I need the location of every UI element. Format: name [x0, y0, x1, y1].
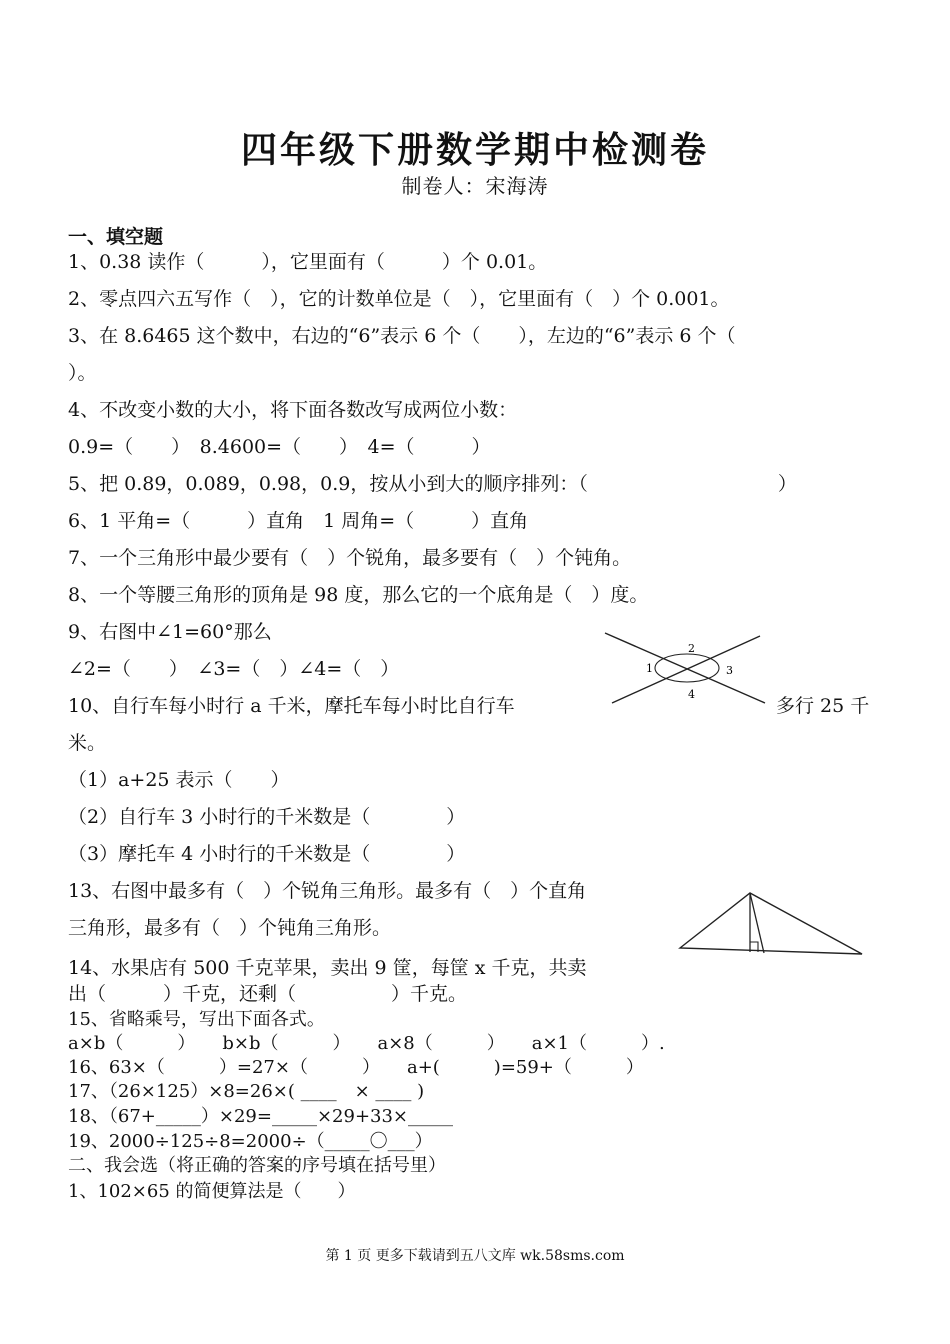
question-line: ∠2=（ ） ∠3=（ ）∠4=（ ） [68, 658, 400, 680]
page-footer: 第 1 页 更多下载请到五八文库 wk.58sms.com [325, 1248, 625, 1264]
question-line: 3、在 8.6465 这个数中，右边的“6”表示 6 个（ ），左边的“6”表示 6 个（ [68, 325, 736, 347]
question-line: 1、102×65 的简便算法是（ ） [68, 1181, 356, 1202]
page-title: 四年级下册数学期中检测卷 [240, 129, 709, 171]
question-line: 7、一个三角形中最少要有（ ）个锐角，最多要有（ ）个钝角。 [68, 547, 632, 569]
question-line: 9、右图中∠1=60°那么 [68, 621, 272, 643]
question-line: 18、（67+_____）×29=_____×29+33×_____ [68, 1106, 454, 1127]
angle-label-4: 4 [688, 688, 695, 701]
angle-label-3: 3 [726, 664, 733, 677]
question-line: （3）摩托车 4 小时行的千米数是（ ） [68, 843, 466, 865]
question-line: 2、零点四六五写作（ ），它的计数单位是（ ），它里面有（ ）个 0.001。 [68, 288, 730, 310]
section-heading: 二、我会选（将正确的答案的序号填在括号里） [68, 1155, 446, 1176]
question-line: 0.9=（ ） 8.4600=（ ） 4=（ ） [68, 436, 491, 458]
question-line: 1、0.38 读作（ ），它里面有（ ）个 0.01。 [68, 251, 548, 273]
question-line: 16、63×（ ）=27×（ ） a+( )=59+（ ） [68, 1057, 644, 1078]
question-line: ）。 [68, 362, 97, 384]
angle-label-1: 1 [646, 662, 653, 675]
angle-label-2: 2 [688, 642, 695, 655]
triangle-figure [676, 888, 866, 960]
question-line: 4、不改变小数的大小，将下面各数改写成两位小数： [68, 399, 518, 421]
question-line: 19、2000÷125÷8=2000÷（_____〇___） [68, 1131, 433, 1152]
question-line: 14、水果店有 500 千克苹果，卖出 9 筐，每筐 x 千克，共卖 [68, 957, 587, 979]
question-line: 10、自行车每小时行 a 千米，摩托车每小时比自行车 [68, 695, 515, 717]
question-line: 5、把 0.89，0.089，0.98，0.9，按从小到大的顺序排列：（ ） [68, 473, 797, 495]
question-line: （1）a+25 表示（ ） [68, 769, 290, 791]
question-line: 15、省略乘号，写出下面各式。 [68, 1009, 325, 1030]
question-line: 出（ ）千克，还剩（ ）千克。 [68, 983, 468, 1005]
cevian-line [750, 893, 764, 953]
section-heading: 一、填空题 [68, 226, 164, 248]
author-line: 制卷人：宋海涛 [401, 174, 549, 198]
line-a [605, 633, 765, 703]
question-line: 13、右图中最多有（ ）个锐角三角形。最多有（ ）个直角 [68, 880, 587, 902]
question-line: 17、（26×125）×8=26×( ____ × ____ ) [68, 1081, 425, 1102]
question-line: 多行 25 千 [776, 695, 870, 717]
question-line: 三角形，最多有（ ）个钝角三角形。 [68, 917, 392, 939]
angle-arc [655, 654, 719, 682]
question-line: 8、一个等腰三角形的顶角是 98 度，那么它的一个底角是（ ）度。 [68, 584, 649, 606]
question-line: 6、1 平角=（ ）直角 1 周角=（ ）直角 [68, 510, 529, 532]
question-line: 米。 [68, 732, 107, 754]
crossing-lines-figure [600, 628, 770, 708]
triangle-outline [680, 893, 862, 954]
question-line: （2）自行车 3 小时行的千米数是（ ） [68, 806, 466, 828]
question-line: a×b（ ） b×b（ ） a×8（ ） a×1（ ）. [68, 1033, 665, 1054]
